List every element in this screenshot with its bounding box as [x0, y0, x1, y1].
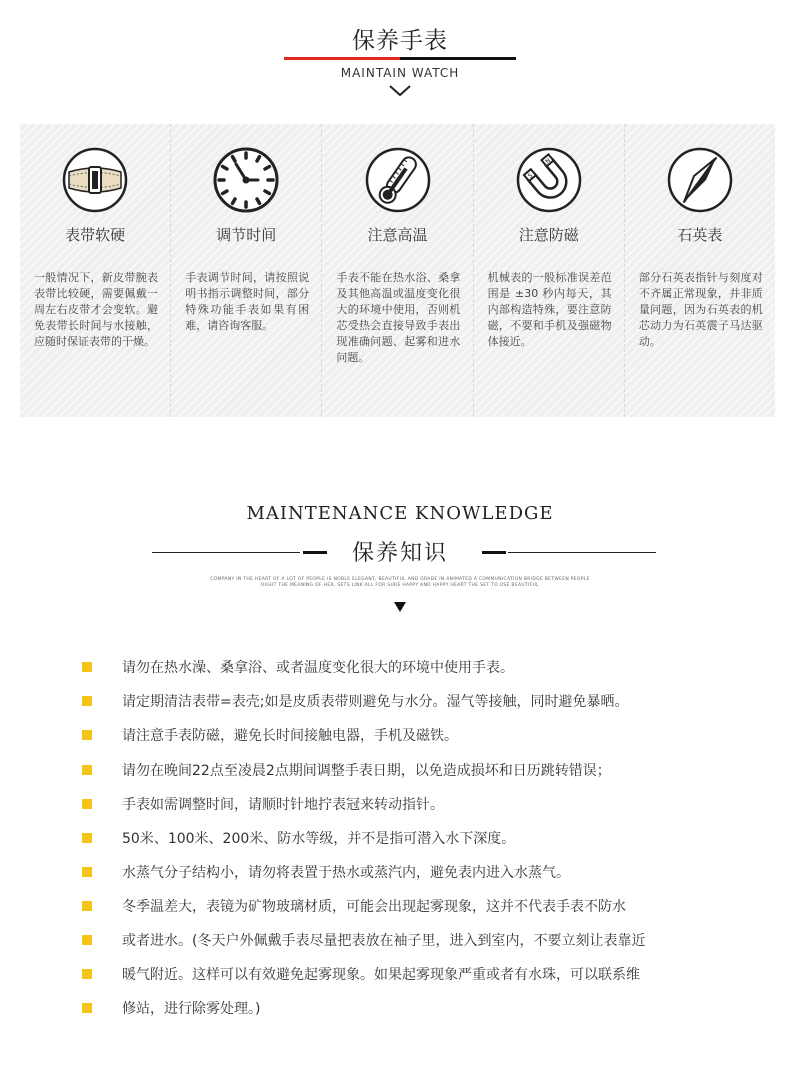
care-desc: 部分石英表指针与刻度对不齐属正常现象，并非质量问题，因为石英表的机芯动力为石英震子马达驱动。 [638, 271, 763, 348]
tip-item [82, 962, 640, 986]
section-title: 保养手表 [352, 28, 448, 54]
bullet-square-icon [82, 799, 92, 809]
care-desc: 手表调节时间，请按照说明书指示调整时间，部分特殊功能手表如果有困难，请咨询客服。 [185, 271, 310, 332]
tip-text: 请勿在热水澡、桑拿浴、或者温度变化很大的环境中使用手表。 [122, 660, 514, 676]
underline-red [284, 57, 400, 60]
watch-strap-icon [61, 146, 129, 214]
tip-text: 暖气附近。这样可以有效避免起雾现象。如果起雾现象严重或者有水珠，可以联系维 [122, 967, 640, 983]
svg-text:S: S [526, 171, 534, 180]
bullet-square-icon [82, 935, 92, 945]
care-label: 调节时间 [216, 226, 277, 244]
bullet-square-icon [82, 1003, 92, 1013]
care-label: 石英表 [677, 226, 723, 244]
bullet-square-icon [82, 901, 92, 911]
tip-item [82, 655, 514, 679]
underline-black [400, 57, 516, 60]
bullet-square-icon [82, 969, 92, 979]
care-item-strap [20, 124, 171, 417]
tip-text: 或者进水。(冬天户外佩戴手表尽量把表放在袖子里，进入到室内，不要立刻让表靠近 [122, 933, 646, 949]
tip-text: 手表如需调整时间，请顺时针地拧表冠来转动指针。 [122, 797, 444, 813]
care-item-time [171, 124, 322, 417]
tip-item [82, 928, 645, 952]
bullet-square-icon [82, 833, 92, 843]
tip-item [82, 689, 628, 713]
care-label: 注意防磁 [518, 226, 579, 244]
tip-text: 水蒸气分子结构小，请勿将表置于热水或蒸汽内，避免表内进入水蒸气。 [122, 865, 570, 881]
knowledge-title-en: MAINTENANCE KNOWLEDGE [246, 503, 554, 524]
thermometer-icon [364, 146, 432, 214]
care-desc: 一般情况下，新皮带腕表表带比较硬，需要佩戴一周左右皮带才会变软。避免表带长时间与水接触，应随时保证表带的干燥。 [34, 271, 158, 348]
tip-text: 冬季温差大，表镜为矿物玻璃材质，可能会出现起雾现象，这并不代表手表不防水 [122, 899, 626, 915]
tip-item [82, 792, 444, 816]
tip-item [82, 723, 458, 747]
care-label: 表带软硬 [65, 226, 126, 244]
bullet-square-icon [82, 730, 92, 740]
triangle-down-icon [394, 602, 406, 612]
care-item-magnet [474, 124, 625, 417]
divider-line-right [508, 552, 656, 553]
magnet-icon [515, 146, 583, 214]
tip-text: 50米、100米、200米、防水等级，并不是指可潜入水下深度。 [122, 831, 516, 847]
care-panel [20, 124, 775, 417]
tip-item [82, 860, 570, 884]
tip-text: 请勿在晚间22点至凌晨2点期间调整手表日期，以免造成损坏和日历跳转错误； [122, 763, 611, 779]
care-desc: 手表不能在热水浴、桑拿及其他高温或温度变化很大的环境中使用，否则机芯受热会直接导致手表出现准确问题、起雾和进水问题。 [336, 271, 461, 364]
quartz-crystal-icon [666, 146, 734, 214]
care-label: 注意高温 [367, 226, 428, 244]
tip-text: 请定期清洁表带=表壳;如是皮质表带则避免与水分。湿气等接触，同时避免暴晒。 [122, 694, 629, 710]
clock-icon [212, 146, 280, 214]
tip-item [82, 894, 626, 918]
bullet-square-icon [82, 765, 92, 775]
divider-dash-right [482, 551, 506, 554]
care-item-heat [322, 124, 473, 417]
bullet-square-icon [82, 867, 92, 877]
title-underline [284, 57, 516, 60]
bullet-square-icon [82, 696, 92, 706]
chevron-down-icon [388, 84, 412, 98]
svg-text:N: N [543, 156, 552, 166]
knowledge-title-cn: 保养知识 [351, 541, 448, 566]
care-desc: 机械表的一般标准误差范围是 ±30 秒内每天，其内部构造特殊，要注意防磁，不要和手机及强磁物体接近。 [487, 271, 612, 348]
tip-text: 修站，进行除雾处理。) [122, 1001, 261, 1017]
tip-item [82, 996, 260, 1020]
bullet-square-icon [82, 662, 92, 672]
tip-text: 请注意手表防磁，避免长时间接触电器，手机及磁铁。 [122, 728, 458, 744]
decorative-tagline: COMPANY IN THE HEART OF A LOT OF PEOPLE IS NOBLE ELEGANT, BEAUTIFUL AND GRADE IN ANIMATED A COMMUNICATION BRIDGE BETWEEN PEOPLE RIGHT THE MEANING OF HER, SETS LINK ALL FOR SURE HAPPY AND HAPPY HEART THE SET TO USE BEAUTIFUL [210, 577, 590, 588]
section-subtitle: MAINTAIN WATCH [340, 66, 460, 80]
tip-item [82, 826, 515, 850]
care-item-quartz [625, 124, 775, 417]
tip-item [82, 758, 611, 782]
